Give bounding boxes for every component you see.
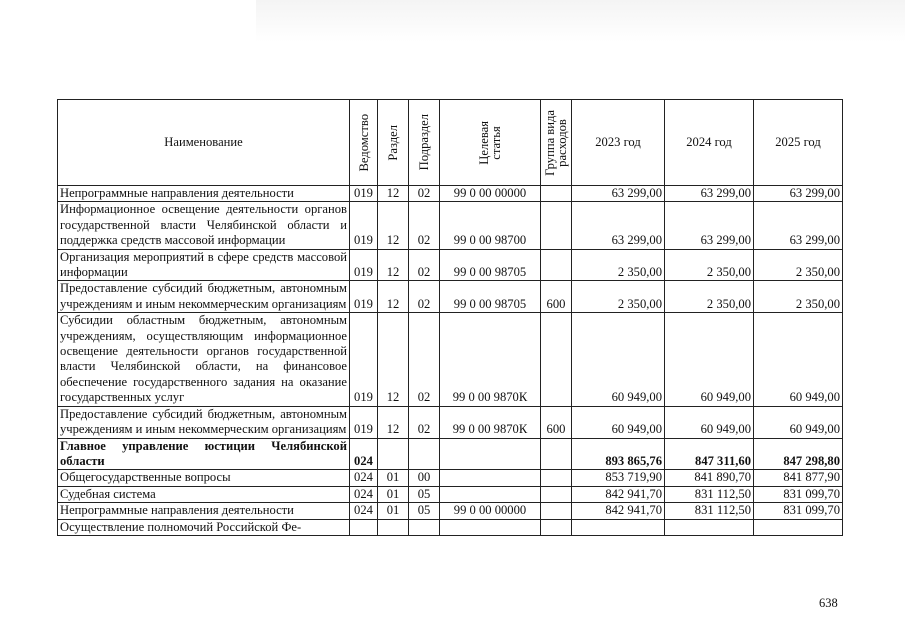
cell-target: 99 0 00 98700: [440, 202, 541, 249]
cell-target: [440, 486, 541, 502]
table-header-row: [58, 100, 843, 186]
cell-name: Организация мероприятий в сфере средств массовой информации: [58, 249, 350, 281]
table-row: [58, 406, 843, 438]
cell-target: 99 0 00 98705: [440, 281, 541, 313]
cell-section: 12: [378, 249, 409, 281]
header-year-2024: 2024 год: [665, 100, 754, 186]
cell-name: Осуществление полномочий Российской Фе-: [58, 519, 350, 535]
cell-2025: 831 099,70: [754, 503, 843, 519]
cell-2025: 847 298,80: [754, 438, 843, 470]
cell-group: [541, 486, 572, 502]
header-section: Раздел: [378, 100, 409, 186]
cell-section: 01: [378, 503, 409, 519]
cell-subsection: 00: [409, 470, 440, 486]
table-row: [58, 470, 843, 486]
cell-2024: 841 890,70: [665, 470, 754, 486]
cell-subsection: [409, 438, 440, 470]
cell-2024: 2 350,00: [665, 281, 754, 313]
budget-table: [57, 99, 843, 536]
cell-name: Предоставление субсидий бюджетным, автономным учреждениям и иным некоммерческим организациям: [58, 406, 350, 438]
cell-dept: 024: [350, 486, 378, 502]
cell-section: 12: [378, 202, 409, 249]
cell-section: 01: [378, 470, 409, 486]
cell-dept: 019: [350, 202, 378, 249]
cell-name: Информационное освещение деятельности органов государственной власти Челябинской области и поддержка средств массовой информации: [58, 202, 350, 249]
table-row: [58, 313, 843, 406]
cell-2023: 60 949,00: [572, 406, 665, 438]
cell-2023: 60 949,00: [572, 313, 665, 406]
cell-2025: 2 350,00: [754, 281, 843, 313]
cell-2024: 847 311,60: [665, 438, 754, 470]
cell-group: 600: [541, 281, 572, 313]
cell-section: 12: [378, 281, 409, 313]
cell-2023: 893 865,76: [572, 438, 665, 470]
cell-2024: 831 112,50: [665, 486, 754, 502]
cell-dept: 024: [350, 503, 378, 519]
cell-name: Судебная система: [58, 486, 350, 502]
cell-group: [541, 503, 572, 519]
cell-group: [541, 470, 572, 486]
cell-2024: 63 299,00: [665, 186, 754, 202]
cell-2023: 63 299,00: [572, 186, 665, 202]
cell-2024: [665, 519, 754, 535]
cell-section: 12: [378, 186, 409, 202]
table-row: [58, 249, 843, 281]
cell-name: Предоставление субсидий бюджетным, автономным учреждениям и иным некоммерческим организациям: [58, 281, 350, 313]
cell-dept: [350, 519, 378, 535]
header-subsection: Подраздел: [409, 100, 440, 186]
cell-dept: 024: [350, 470, 378, 486]
cell-section: 12: [378, 406, 409, 438]
cell-2025: [754, 519, 843, 535]
cell-target: 99 0 00 9870К: [440, 313, 541, 406]
cell-2024: 63 299,00: [665, 202, 754, 249]
table-row: [58, 438, 843, 470]
cell-group: [541, 519, 572, 535]
cell-dept: 019: [350, 313, 378, 406]
table-row: [58, 486, 843, 502]
table-row: [58, 281, 843, 313]
cell-2025: 831 099,70: [754, 486, 843, 502]
cell-subsection: 02: [409, 281, 440, 313]
cell-target: 99 0 00 98705: [440, 249, 541, 281]
cell-section: 12: [378, 313, 409, 406]
cell-2023: [572, 519, 665, 535]
cell-target: 99 0 00 00000: [440, 503, 541, 519]
cell-2025: 841 877,90: [754, 470, 843, 486]
cell-2023: 842 941,70: [572, 486, 665, 502]
cell-section: 01: [378, 486, 409, 502]
table-row: [58, 519, 843, 535]
table-row: [58, 202, 843, 249]
cell-dept: 024: [350, 438, 378, 470]
cell-group: [541, 438, 572, 470]
cell-dept: 019: [350, 281, 378, 313]
header-year-2025: 2025 год: [754, 100, 843, 186]
cell-group: 600: [541, 406, 572, 438]
cell-subsection: 05: [409, 486, 440, 502]
cell-subsection: 02: [409, 186, 440, 202]
cell-2025: 63 299,00: [754, 202, 843, 249]
cell-name: Субсидии областным бюджетным, автономным учреждениям, осуществляющим информационное освещение деятельности органов государственной власти Челябинской области, на финансовое обеспечение государственного задания на оказание государственных услуг: [58, 313, 350, 406]
cell-subsection: 05: [409, 503, 440, 519]
cell-group: [541, 186, 572, 202]
cell-dept: 019: [350, 406, 378, 438]
cell-2023: 842 941,70: [572, 503, 665, 519]
cell-target: 99 0 00 9870К: [440, 406, 541, 438]
cell-section: [378, 438, 409, 470]
cell-2023: 2 350,00: [572, 281, 665, 313]
header-dept: Ведомство: [350, 100, 378, 186]
cell-subsection: 02: [409, 249, 440, 281]
cell-name: Общегосударственные вопросы: [58, 470, 350, 486]
cell-group: [541, 249, 572, 281]
cell-subsection: 02: [409, 406, 440, 438]
table-row: [58, 186, 843, 202]
header-group: Группа вида расходов: [541, 100, 572, 186]
cell-subsection: 02: [409, 313, 440, 406]
cell-2024: 831 112,50: [665, 503, 754, 519]
cell-dept: 019: [350, 186, 378, 202]
cell-target: [440, 438, 541, 470]
cell-2025: 63 299,00: [754, 186, 843, 202]
scan-shade: [256, 0, 905, 42]
cell-subsection: [409, 519, 440, 535]
cell-subsection: 02: [409, 202, 440, 249]
cell-2025: 60 949,00: [754, 406, 843, 438]
cell-name: Непрограммные направления деятельности: [58, 503, 350, 519]
table-row: [58, 503, 843, 519]
cell-2023: 853 719,90: [572, 470, 665, 486]
cell-2023: 2 350,00: [572, 249, 665, 281]
cell-2024: 2 350,00: [665, 249, 754, 281]
header-target: Целевая статья: [440, 100, 541, 186]
cell-2025: 2 350,00: [754, 249, 843, 281]
header-name: Наименование: [58, 100, 350, 186]
cell-section: [378, 519, 409, 535]
cell-name: Непрограммные направления деятельности: [58, 186, 350, 202]
header-year-2023: 2023 год: [572, 100, 665, 186]
cell-group: [541, 202, 572, 249]
cell-dept: 019: [350, 249, 378, 281]
cell-2023: 63 299,00: [572, 202, 665, 249]
cell-name: Главное управление юстиции Челябинской области: [58, 438, 350, 470]
cell-2025: 60 949,00: [754, 313, 843, 406]
cell-target: [440, 470, 541, 486]
cell-group: [541, 313, 572, 406]
cell-target: 99 0 00 00000: [440, 186, 541, 202]
page-number: 638: [819, 596, 838, 610]
cell-2024: 60 949,00: [665, 406, 754, 438]
cell-2024: 60 949,00: [665, 313, 754, 406]
cell-target: [440, 519, 541, 535]
